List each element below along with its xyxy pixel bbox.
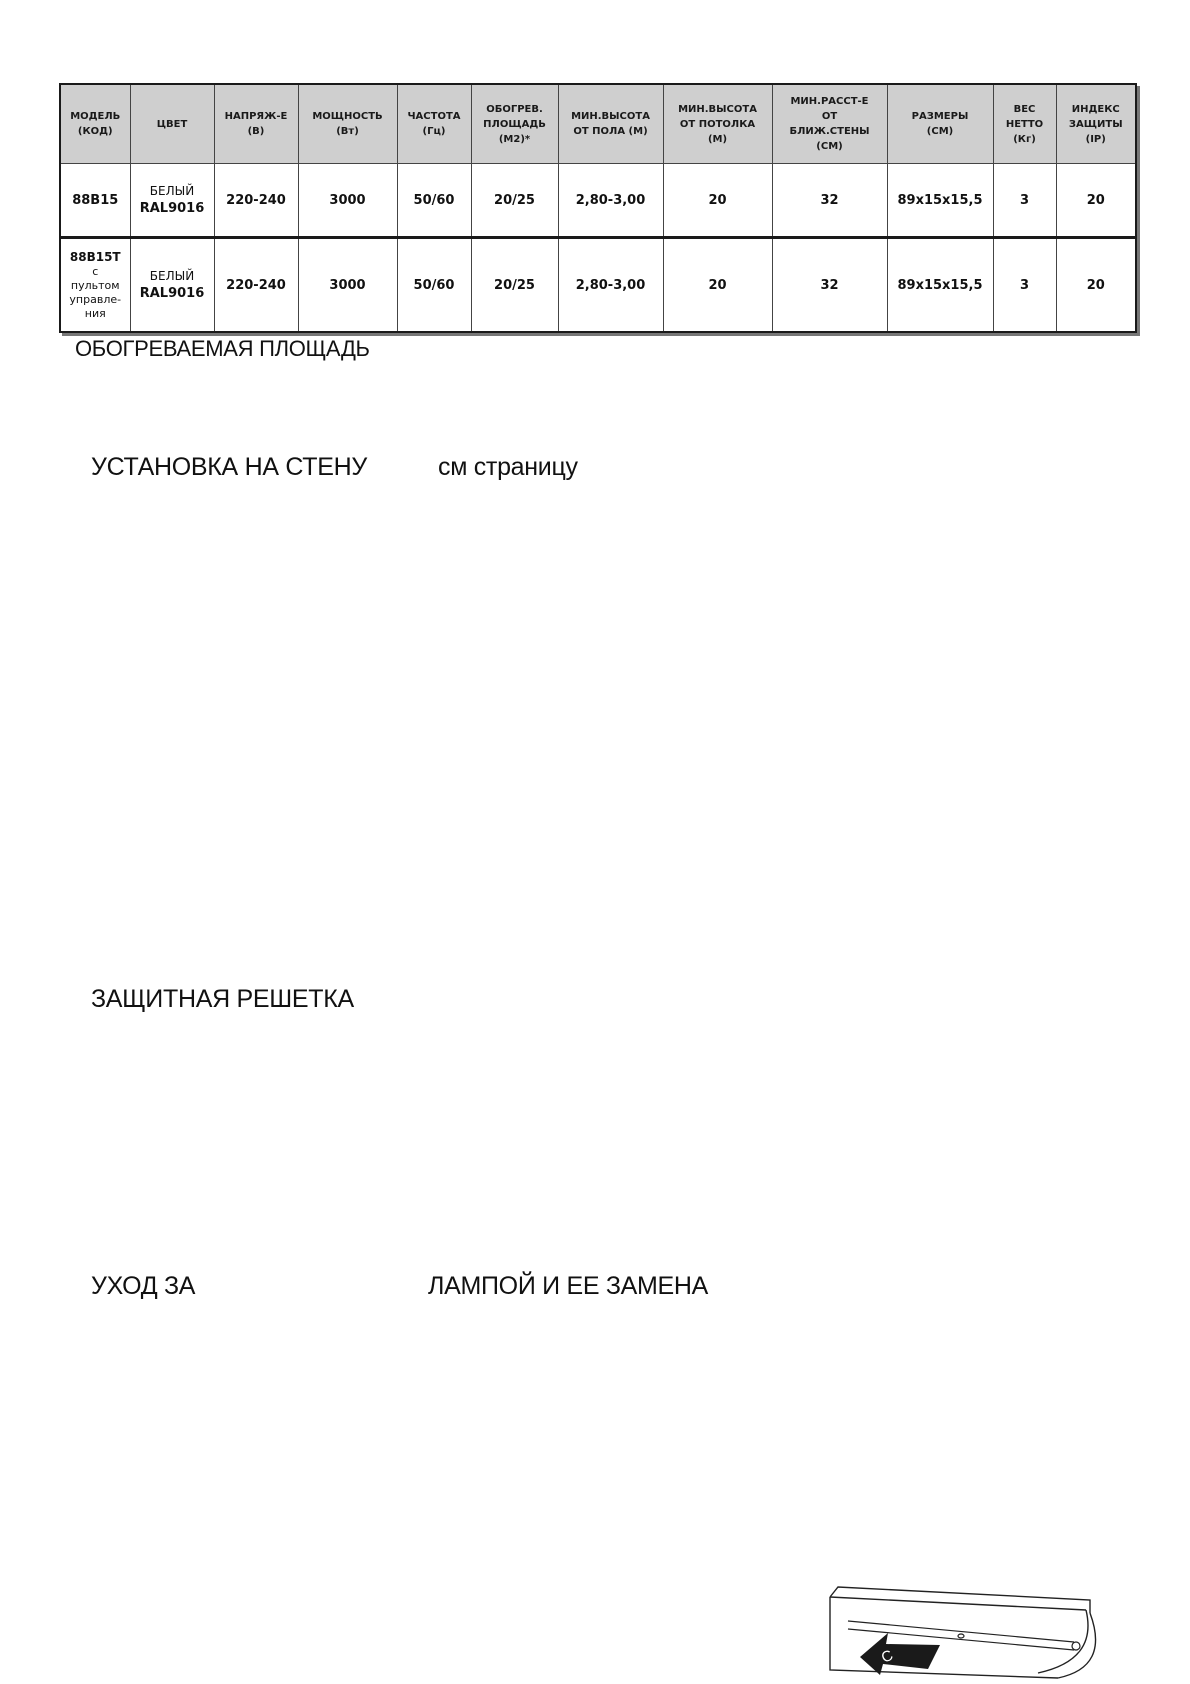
cell-color-code: RAL9016 — [139, 201, 205, 216]
cell-min-wall-distance: 32 — [772, 164, 887, 238]
cell-weight: 3 — [993, 164, 1056, 238]
cell-power: 3000 — [298, 238, 397, 333]
section-heading-lamp-replacement: ЛАМПОЙ И ЕЕ ЗАМЕНА — [428, 1272, 709, 1300]
cell-model-note: ния — [84, 306, 106, 320]
table-row — [60, 164, 1136, 238]
cell-model-note: пультом — [70, 278, 120, 292]
arrow-icon — [860, 1633, 940, 1675]
cell-model-code: 88B15T — [69, 249, 121, 264]
header-ip: ИНДЕКС ЗАЩИТЫ (IP) — [1056, 84, 1136, 164]
header-min-height-ceiling: МИН.ВЫСОТА ОТ ПОТОЛКА (М) — [663, 84, 772, 164]
cell-min-height-floor: 2,80-3,00 — [558, 238, 663, 333]
cell-model-note: управле- — [69, 292, 122, 306]
cell-model — [60, 238, 130, 333]
specifications-table — [59, 83, 1137, 333]
cell-color — [130, 164, 214, 238]
header-dimensions: РАЗМЕРЫ (СМ) — [887, 84, 993, 164]
cell-voltage: 220-240 — [214, 164, 298, 238]
arrow-label: C — [878, 1646, 896, 1667]
section-heading-wall-mount: УСТАНОВКА НА СТЕНУ — [91, 453, 367, 481]
cell-frequency: 50/60 — [397, 164, 471, 238]
header-frequency: ЧАСТОТА (Гц) — [397, 84, 471, 164]
table-header-row — [60, 84, 1136, 164]
header-min-height-floor: МИН.ВЫСОТА ОТ ПОЛА (М) — [558, 84, 663, 164]
cell-color — [130, 238, 214, 333]
cell-dimensions: 89x15x15,5 — [887, 238, 993, 333]
header-area: ОБОГРЕВ. ПЛОЩАДЬ (М2)* — [471, 84, 558, 164]
cell-min-wall-distance: 32 — [772, 238, 887, 333]
section-heading-care: УХОД ЗА — [91, 1272, 196, 1300]
header-power: МОЩНОСТЬ (Вт) — [298, 84, 397, 164]
cell-color-code: RAL9016 — [139, 286, 205, 301]
cell-ip: 20 — [1056, 238, 1136, 333]
cell-min-height-floor: 2,80-3,00 — [558, 164, 663, 238]
cell-area: 20/25 — [471, 164, 558, 238]
cell-area: 20/25 — [471, 238, 558, 333]
section-page-reference: см страницу — [438, 453, 578, 481]
lamp-replacement-illustration — [828, 1585, 1108, 1680]
cell-min-height-ceiling: 20 — [663, 238, 772, 333]
cell-color-name: БЕЛЫЙ — [149, 269, 195, 283]
cell-color-name: БЕЛЫЙ — [149, 184, 195, 198]
cell-ip: 20 — [1056, 164, 1136, 238]
cell-model-note: с — [92, 264, 99, 278]
header-weight: ВЕС НЕТТО (Кг) — [993, 84, 1056, 164]
header-model: МОДЕЛЬ (КОД) — [60, 84, 130, 164]
heated-area-footnote: ОБОГРЕВАЕМАЯ ПЛОЩАДЬ — [75, 336, 370, 361]
cell-power: 3000 — [298, 164, 397, 238]
header-color: ЦВЕТ — [130, 84, 214, 164]
cell-weight: 3 — [993, 238, 1056, 333]
cell-model: 88B15 — [60, 164, 130, 238]
cell-frequency: 50/60 — [397, 238, 471, 333]
cell-min-height-ceiling: 20 — [663, 164, 772, 238]
table-row — [60, 238, 1136, 333]
cell-voltage: 220-240 — [214, 238, 298, 333]
header-min-wall-distance: МИН.РАССТ-Е ОТ БЛИЖ.СТЕНЫ (СМ) — [772, 84, 887, 164]
cell-dimensions: 89x15x15,5 — [887, 164, 993, 238]
section-heading-grille: ЗАЩИТНАЯ РЕШЕТКА — [91, 985, 354, 1013]
header-voltage: НАПРЯЖ-Е (В) — [214, 84, 298, 164]
